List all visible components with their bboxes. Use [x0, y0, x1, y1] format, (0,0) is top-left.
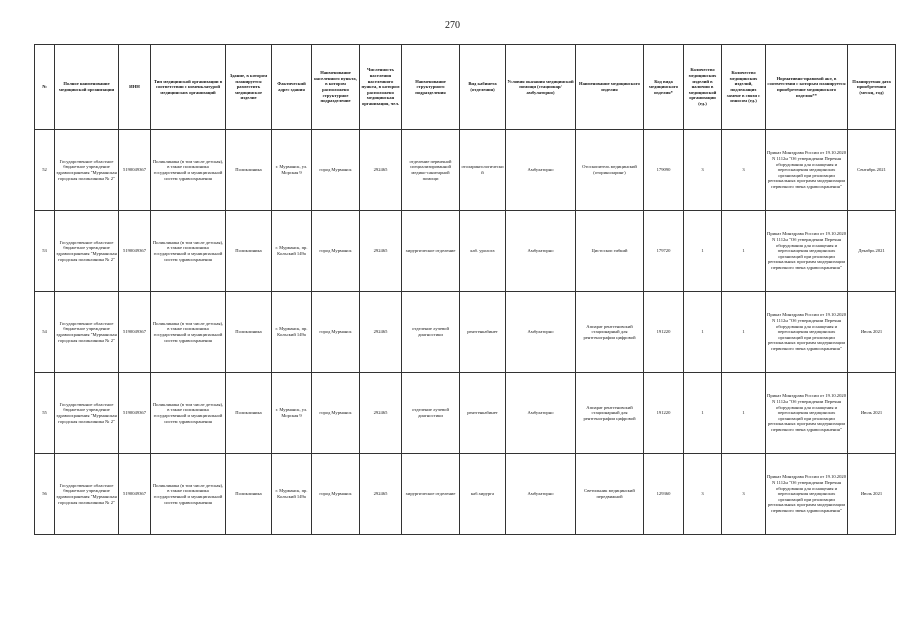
- column-header: Наименование медицинского изделия: [576, 45, 644, 130]
- cabinet: отоларингологический: [460, 130, 506, 211]
- inn: 5190049367: [119, 373, 151, 454]
- column-header: ИНН: [119, 45, 151, 130]
- org-type: Поликлиника (в том числе детская), в также поликлиника государственной и муниципальной систем здравоохранения: [151, 373, 226, 454]
- column-header: Количество медицинских изделий в наличии в медицинской организации (ед.): [684, 45, 722, 130]
- org-type: Поликлиника (в том числе детская), в также поликлиника государственной и муниципальной систем здравоохранения: [151, 454, 226, 535]
- legal-act: Приказ Минздрава России от 19.10.2020 N 1112н "Об утверждении Перечня оборудования для оснащения и переоснащения медицинских организаций при реализации региональных программ модернизации первичного звена здравоохранения": [766, 454, 848, 535]
- inn: 5190049367: [119, 130, 151, 211]
- building: Поликлиника: [226, 130, 272, 211]
- column-header: №: [35, 45, 55, 130]
- row-number: 55: [35, 373, 55, 454]
- inn: 5190049367: [119, 454, 151, 535]
- column-header: Тип медицинской организации в соответствии с номенклатурой медицинских организаций: [151, 45, 226, 130]
- planned-date: Июль 2021: [848, 454, 896, 535]
- org-name: Государственное областное бюджетное учреждение здравоохранения "Мурманская городская поликлиника № 2": [55, 130, 119, 211]
- planned-date: Декабрь 2021: [848, 211, 896, 292]
- unit: хирургическое отделение: [402, 211, 460, 292]
- settlement: город Мурманск: [312, 211, 360, 292]
- population: 292465: [360, 454, 402, 535]
- column-header: Наименование населенного пункта, в котором расположено структурное подразделение: [312, 45, 360, 130]
- quantity-replace: 1: [722, 373, 766, 454]
- conditions: Амбулаторно: [506, 454, 576, 535]
- building: Поликлиника: [226, 373, 272, 454]
- device-name: Аппарат рентгеновский стационарный для рентгенографии цифровой: [576, 292, 644, 373]
- table-row: [35, 454, 896, 535]
- device-code: 179720: [644, 211, 684, 292]
- legal-act: Приказ Минздрава России от 19.10.2020 N 1112н "Об утверждении Перечня оборудования для оснащения и переоснащения медицинских организаций при реализации региональных программ модернизации первичного звена здравоохранения": [766, 292, 848, 373]
- conditions: Амбулаторно: [506, 373, 576, 454]
- org-type: Поликлиника (в том числе детская), в также поликлиника государственной и муниципальной систем здравоохранения: [151, 130, 226, 211]
- page-number: 270: [445, 20, 460, 31]
- column-header: Планируемая дата приобретения (месяц, год): [848, 45, 896, 130]
- quantity-available: 1: [684, 292, 722, 373]
- row-number: 52: [35, 130, 55, 211]
- org-name: Государственное областное бюджетное учреждение здравоохранения "Мурманская городская поликлиника № 2": [55, 292, 119, 373]
- legal-act: Приказ Минздрава России от 19.10.2020 N 1112н "Об утверждении Перечня оборудования для оснащения и переоснащения медицинских организаций при реализации региональных программ модернизации первичного звена здравоохранения": [766, 373, 848, 454]
- org-name: Государственное областное бюджетное учреждение здравоохранения "Мурманская городская поликлиника № 2": [55, 373, 119, 454]
- population: 292465: [360, 292, 402, 373]
- inn: 5190049367: [119, 292, 151, 373]
- quantity-available: 1: [684, 373, 722, 454]
- column-header: Наименование структурного подразделения: [402, 45, 460, 130]
- org-type: Поликлиника (в том числе детская), в также поликлиника государственной и муниципальной систем здравоохранения: [151, 211, 226, 292]
- building: Поликлиника: [226, 211, 272, 292]
- building: Поликлиника: [226, 292, 272, 373]
- conditions: Амбулаторно: [506, 130, 576, 211]
- column-header: Фактический адрес здания: [272, 45, 312, 130]
- unit: отделение первичной специализированной медико-санитарной помощи: [402, 130, 460, 211]
- column-header: Количество медицинских изделий, подлежащих замене в связи с износом (ед.): [722, 45, 766, 130]
- unit: отделение лучевой диагностики: [402, 292, 460, 373]
- cabinet: каб.хирурга: [460, 454, 506, 535]
- address: г. Мурманск, пр. Кольский 149а: [272, 211, 312, 292]
- device-name: Отоскопитель медицинский (оториноларинг): [576, 130, 644, 211]
- quantity-replace: 1: [722, 292, 766, 373]
- column-header: Полное наименование медицинской организации: [55, 45, 119, 130]
- column-header: Условия оказания медицинской помощи (стационар/амбулаторно): [506, 45, 576, 130]
- row-number: 54: [35, 292, 55, 373]
- quantity-replace: 3: [722, 454, 766, 535]
- conditions: Амбулаторно: [506, 211, 576, 292]
- column-header: Здание, в котором планируется разместить медицинское изделие: [226, 45, 272, 130]
- quantity-available: 3: [684, 454, 722, 535]
- device-code: 191220: [644, 292, 684, 373]
- planned-date: Июль 2021: [848, 292, 896, 373]
- settlement: город Мурманск: [312, 454, 360, 535]
- unit: отделение лучевой диагностики: [402, 373, 460, 454]
- equipment-table: [34, 44, 896, 535]
- quantity-available: 3: [684, 130, 722, 211]
- column-header: Вид кабинета (отделения): [460, 45, 506, 130]
- population: 292465: [360, 373, 402, 454]
- device-code: 179090: [644, 130, 684, 211]
- table-row: [35, 292, 896, 373]
- conditions: Амбулаторно: [506, 292, 576, 373]
- table-row: [35, 373, 896, 454]
- device-name: Аппарат рентгеновский стационарный для рентгенографии цифровой: [576, 373, 644, 454]
- device-name: Цистоскоп гибкий: [576, 211, 644, 292]
- table-header-row: [35, 45, 896, 130]
- cabinet: рентгенкабинет: [460, 373, 506, 454]
- address: г. Мурманск, ул. Морская 9: [272, 373, 312, 454]
- quantity-replace: 1: [722, 211, 766, 292]
- table-row: [35, 211, 896, 292]
- device-name: Светильник медицинский передвижной: [576, 454, 644, 535]
- address: г. Мурманск, пр. Кольский 149а: [272, 454, 312, 535]
- population: 292465: [360, 211, 402, 292]
- device-code: 129360: [644, 454, 684, 535]
- legal-act: Приказ Минздрава России от 19.10.2020 N 1112н "Об утверждении Перечня оборудования для оснащения и переоснащения медицинских организаций при реализации региональных программ модернизации первичного звена здравоохранения": [766, 211, 848, 292]
- address: г. Мурманск, ул. Морская 9: [272, 130, 312, 211]
- cabinet: рентгенкабинет: [460, 292, 506, 373]
- unit: хирургическое отделение: [402, 454, 460, 535]
- settlement: город Мурманск: [312, 130, 360, 211]
- column-header: Численность населения населенного пункта, в котором расположено медицинская организация, чел.: [360, 45, 402, 130]
- quantity-available: 1: [684, 211, 722, 292]
- address: г. Мурманск, пр. Кольский 149а: [272, 292, 312, 373]
- cabinet: каб. уролога: [460, 211, 506, 292]
- device-code: 191220: [644, 373, 684, 454]
- settlement: город Мурманск: [312, 292, 360, 373]
- settlement: город Мурманск: [312, 373, 360, 454]
- legal-act: Приказ Минздрава России от 19.10.2020 N 1112н "Об утверждении Перечня оборудования для оснащения и переоснащения медицинских организаций при реализации региональных программ модернизации первичного звена здравоохранения": [766, 130, 848, 211]
- column-header: Код вида медицинского изделия*: [644, 45, 684, 130]
- org-name: Государственное областное бюджетное учреждение здравоохранения "Мурманская городская поликлиника № 2": [55, 454, 119, 535]
- building: Поликлиника: [226, 454, 272, 535]
- table-row: [35, 130, 896, 211]
- column-header: Нормативно-правовой акт, в соответствии с которым планируется приобретение медицинского изделия**: [766, 45, 848, 130]
- inn: 5190049367: [119, 211, 151, 292]
- org-type: Поликлиника (в том числе детская), в также поликлиника государственной и муниципальной систем здравоохранения: [151, 292, 226, 373]
- row-number: 56: [35, 454, 55, 535]
- quantity-replace: 3: [722, 130, 766, 211]
- org-name: Государственное областное бюджетное учреждение здравоохранения "Мурманская городская поликлиника № 2": [55, 211, 119, 292]
- planned-date: Сентябрь 2021: [848, 130, 896, 211]
- planned-date: Июль 2021: [848, 373, 896, 454]
- population: 292465: [360, 130, 402, 211]
- row-number: 53: [35, 211, 55, 292]
